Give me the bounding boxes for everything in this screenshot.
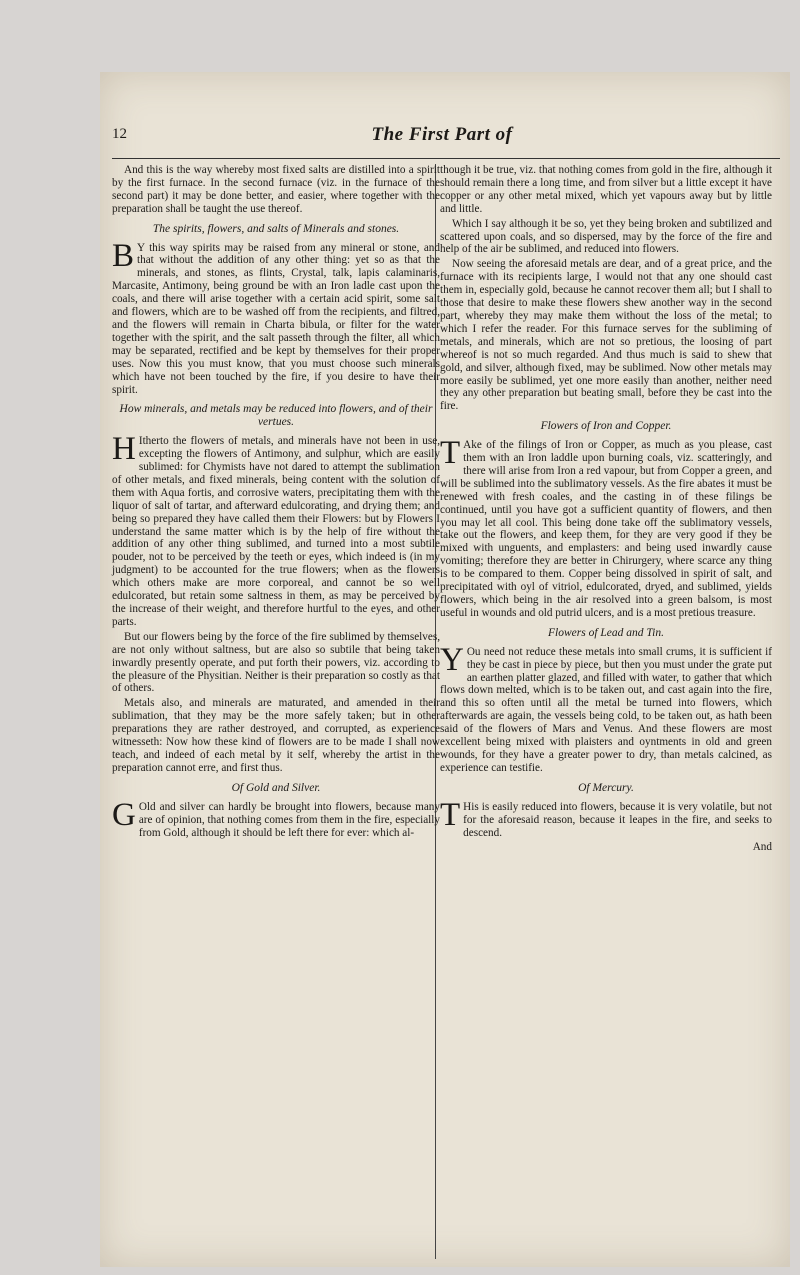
paragraph: But our flowers being by the force of the fire sublimed by themselves, are not only without saltness, but are also so subtile that being taken inwardly presently operate, and put forth their powers, viz. according to the pleasure of the Physitian. Neither is their preparation so costly as that of others. — [112, 630, 440, 695]
paragraph: Metals also, and minerals are maturated, and amended in their sublimation, that they may be the more safely taken; but in other preparations they are rather destroyed, and corrupted, as experience witnesseth: Now how these kind of flowers are to be made I shall now teach, and indeed of each metal by it self, whereby the artist in the preparation cannot erre, and first thus. — [112, 697, 440, 774]
right-column — [440, 164, 772, 854]
drop-cap: Y — [440, 641, 464, 678]
drop-cap: B — [112, 237, 135, 274]
section-heading-lead-tin: Flowers of Lead and Tin. — [548, 626, 664, 639]
section-heading-mercury: Of Mercury. — [578, 781, 634, 794]
section-text-lead-tin: Y Ou need not reduce these metals into small crums, it is sufficient if they be cast in piece by piece, but then you must under the grate put an earthen platter glazed, and filled with water, to gather that which flows down melted, which is to be taken out, and cast again into the fire, and this so often until all the metal be turned into flowers, which afterwards are again, the vessels being cold, to be taken out, as hath been said of the flowers of Mars and Venus. And these flowers are most excellent being mixed with plaisters and oyntments in old and green wounds, for they have a greater power to dry, than metals calcined, as experience can testifie. — [440, 641, 772, 774]
left-column — [112, 164, 440, 841]
section-heading-spirits: The spirits, flowers, and salts of Minerals and stones. — [152, 222, 400, 235]
continuation-paragraph: though it be true, viz. that nothing comes from gold in the fire, although it should remain there a long time, and from silver but a little except it have copper or any other metal mixed, which yet vapours away but by little and little. — [440, 164, 772, 215]
drop-cap: H — [112, 431, 136, 468]
section-text-mercury: T His is easily reduced into flowers, because it is very volatile, but not for the aforesaid reason, because it leapes in the fire, and seeks to descend. — [440, 796, 772, 839]
section-text-gold-silver: G Old and silver can hardly be brought into flowers, because many are of opinion, that nothing comes from them in the fire, especially from Gold, although it should be left there for ever: which al- — [112, 796, 440, 839]
page-header — [112, 126, 772, 156]
section-text-iron-copper: T Ake of the filings of Iron or Copper, as much as you please, cast them with an Iron laddle upon burning coals, viz. scatteringly, and there will arise from Iron a red vapour, but from Copper a green, and will be sublimed into the sublimatory vessels. As the fire abates it must be renewed with fresh coales, and the casting in of these filings be continued, until you have got a sufficient quantity of flowers, and then you may let all cool. This being done take off the sublimatory vessels, take out the flowers, and keep them, for they are very good if they be mixed with unguents, and emplasters: and being used inwardly cause vomiting; therefore they are better in Chirurgery, where scarce any thing is to be compared to them. Copper being dissolved in spirit of salt, and precipitated with oyl of vitriol, edulcorated, dryed, and sublimed, yields flowers, which being in the air resolved into a green balsom, is most useful in wounds and old putrid ulcers, and is a most pretious treasure. — [440, 435, 772, 619]
drop-cap: T — [440, 435, 461, 472]
intro-paragraph: And this is the way whereby most fixed salts are distilled into a spirit by the first furnace. In the second furnace (viz. in the furnace of the second part) it may be done better, and easier, where together with the preparation shall be taught the use thereof. — [112, 164, 440, 215]
section-heading-iron-copper: Flowers of Iron and Copper. — [540, 420, 672, 433]
paragraph: Now seeing the aforesaid metals are dear, and of a great price, and the furnace with its recipients large, I would not that any one should cast them in, especially gold, because he cannot recover them all; but I shall to those that desire to make these flowers shew another way in the second part, whereby they may make them without the loss of the metal; to which I refer the reader. For this furnace serves for the subliming of metals, and minerals, which are not so pretious, the loosing of part whereof is not so much regarded. And thus much is said to shew that gold, and silver, although fixed, may be sublimed. Now other metals may more easily be sublimed, yet one more easily than another, neither need they any other preparation but beating small, before they be cast into the fire. — [440, 258, 772, 413]
paragraph: Which I say although it be so, yet they being broken and subtilized and scattered upon coals, and so dispersed, may by the force of the fire and help of the air be sublimed, and reduced into flowers. — [440, 217, 772, 256]
drop-cap: T — [440, 796, 461, 833]
section-text-minerals: H Itherto the flowers of metals, and minerals have not been in use, excepting the flowers of Antimony, and sulphur, which are easily sublimed: for Chymists have not dared to attempt the sublimation of other metals, and fixed minerals, being content with the solution of them with Aqua fortis, and corrosive waters, precipitating them with the liquor of salt of tartar, and afterward edulcorating, and drying them; and being so prepared they have called them their Flowers: but by Flowers I understand the same matter which is by the help of fire without the addition of any other thing sublimed, and turned into a most subtile pouder, not to be perceived by the teeth or eyes, which indeed is (in my judgment) to be accounted for the true flowers; when as the flowers which others make are more corporeal, and cannot be so well edulcorated, but retain some saltness in them, as may be perceived by the increase of their weight, and therefore hurtful to the eyes, and other parts. — [112, 431, 440, 628]
section-heading-minerals: How minerals, and metals may be reduced into flowers, and of their vertues. — [119, 403, 433, 429]
catchword: And — [752, 841, 772, 854]
running-title: The First Part of — [371, 124, 513, 145]
section-text-spirits: B Y this way spirits may be raised from any mineral or stone, and that without the addition of any other thing: yet so as that the minerals, and stones, as flints, Crystal, talk, lapis calaminaris, Marcasite, Antimony, being ground be with an Iron ladle cast upon the coals, and there will arise together with a certain acid spirit, some salt and flowers, which are to be washed off from the recipients, and filtred, and the flowers will remain in Charta bibula, or filter for the water together with the spirit, and the salt passeth through the filter, all which may be separated, rectified and be kept by themselves for their proper uses. Now this you must know, that you must choose such minerals which have not been touched by the fire, if you desire to have their spirit. — [112, 237, 440, 396]
book-page — [100, 72, 790, 1267]
page-number: 12 — [112, 126, 127, 142]
drop-cap: G — [112, 796, 136, 833]
header-rule — [112, 158, 780, 159]
section-heading-gold-silver: Of Gold and Silver. — [231, 781, 321, 794]
